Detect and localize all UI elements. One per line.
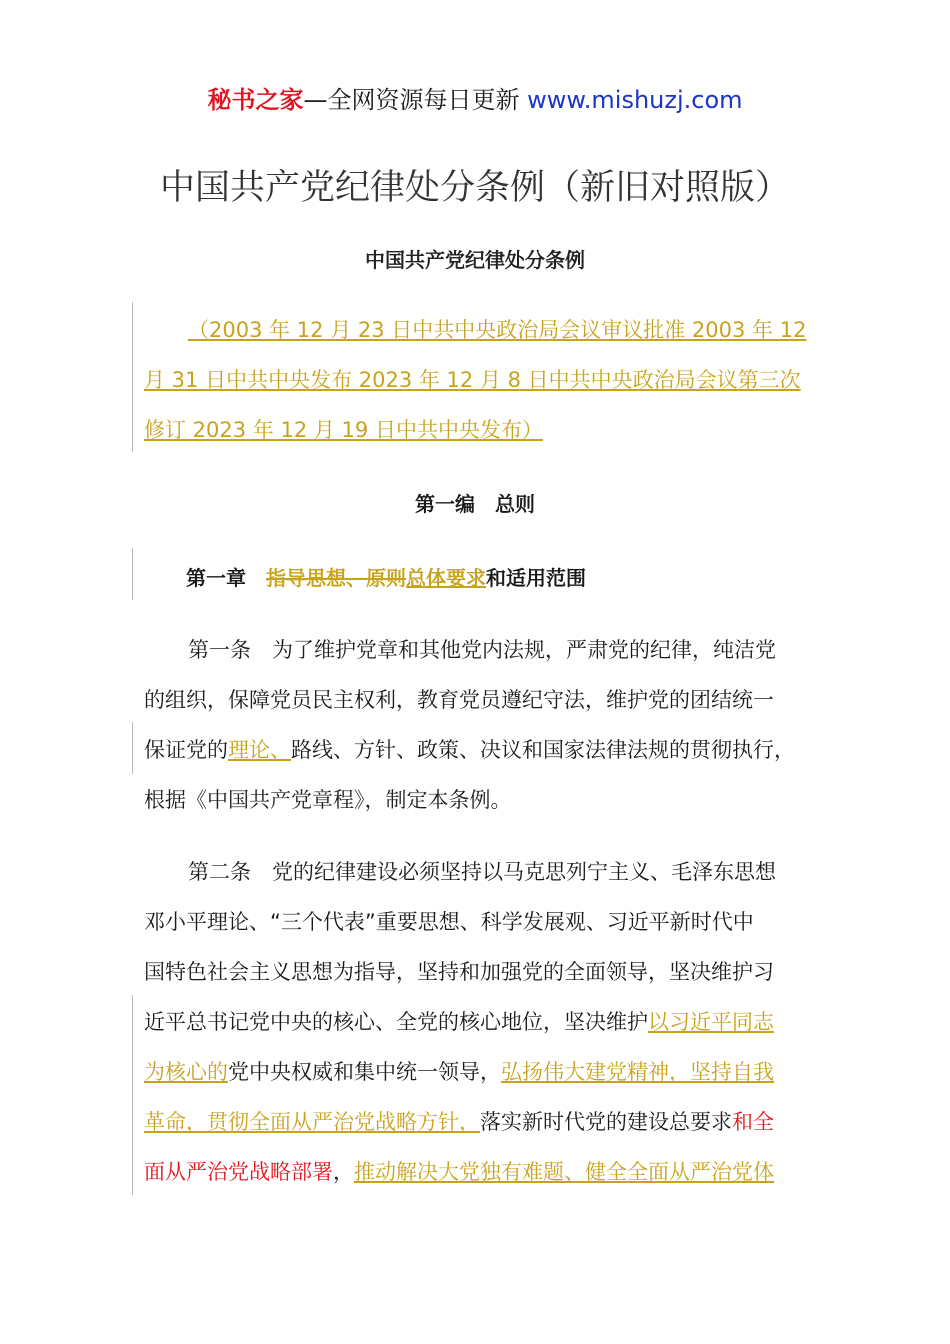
- highlighted-text: 和全: [732, 1110, 774, 1134]
- chapter-rest: 和适用范围: [486, 566, 586, 590]
- revision-bar: [132, 995, 133, 1195]
- part-heading: 第一编 总则: [415, 492, 535, 516]
- article-1: [144, 625, 812, 825]
- revision-bar: [132, 302, 133, 452]
- article-2: [144, 847, 812, 1197]
- revision-bar: [132, 722, 133, 774]
- text-segment: 党中央权威和集中统一领导，: [228, 1060, 501, 1084]
- page-title: 中国共产党纪律处分条例（新旧对照版）: [159, 168, 790, 208]
- article-line: [144, 725, 812, 775]
- article-line: [144, 1147, 812, 1197]
- article-line: 的组织，保障党员民主权利，教育党员遵纪守法，维护党的团结统一: [144, 688, 774, 712]
- chapter-number: 第一章: [186, 566, 266, 590]
- document-subtitle: 中国共产党纪律处分条例: [365, 248, 585, 272]
- article-line: [144, 997, 812, 1047]
- text-segment: 路线、方针、政策、决议和国家法律法规的贯彻执行，: [291, 738, 795, 762]
- site-link[interactable]: www.mishuzj.com: [527, 86, 743, 114]
- inserted-text: 弘扬伟大建党精神，坚持自我: [501, 1060, 774, 1084]
- inserted-text: 革命，贯彻全面从严治党战略方针，: [144, 1110, 480, 1134]
- inserted-text: 以习近平同志: [648, 1010, 774, 1034]
- publication-line: （2003 年 12 月 23 日中共中央政治局会议审议批准 2003 年 12: [188, 318, 807, 342]
- inserted-text: 推动解决大党独有难题、健全全面从严治党体: [354, 1160, 774, 1184]
- publication-line: 修订 2023 年 12 月 19 日中共中央发布）: [144, 418, 543, 442]
- header-tagline: —全网资源每日更新: [303, 86, 528, 114]
- article-line: [144, 1097, 812, 1147]
- article-line: [144, 1047, 812, 1097]
- inserted-text: 为核心的: [144, 1060, 228, 1084]
- publication-line: 月 31 日中共中央发布 2023 年 12 月 8 日中共中央政治局会议第三次: [144, 368, 801, 392]
- chapter-heading: [186, 562, 586, 591]
- text-segment: 近平总书记党中央的核心、全党的核心地位，坚决维护: [144, 1010, 648, 1034]
- inserted-text: 总体要求: [406, 566, 486, 590]
- text-segment: 保证党的: [144, 738, 228, 762]
- article-line: 邓小平理论、“三个代表”重要思想、科学发展观、习近平新时代中: [144, 910, 754, 934]
- article-line: 第一条 为了维护党章和其他党内法规，严肃党的纪律，纯洁党: [188, 638, 776, 662]
- revision-bar: [132, 548, 133, 600]
- highlighted-text: 面从严治党战略部署: [144, 1160, 333, 1184]
- brand-name: 秘书之家: [207, 86, 304, 114]
- article-line: 第二条 党的纪律建设必须坚持以马克思列宁主义、毛泽东思想: [188, 860, 776, 884]
- site-header: [0, 80, 950, 115]
- inserted-text: 理论、: [228, 738, 291, 762]
- article-line: 根据《中国共产党章程》，制定本条例。: [144, 788, 512, 812]
- text-segment: ，: [333, 1160, 354, 1184]
- text-segment: 落实新时代党的建设总要求: [480, 1110, 732, 1134]
- publication-note: [144, 305, 812, 455]
- article-line: 国特色社会主义思想为指导，坚持和加强党的全面领导，坚决维护习: [144, 960, 774, 984]
- deleted-text: 指导思想、原则: [266, 566, 406, 590]
